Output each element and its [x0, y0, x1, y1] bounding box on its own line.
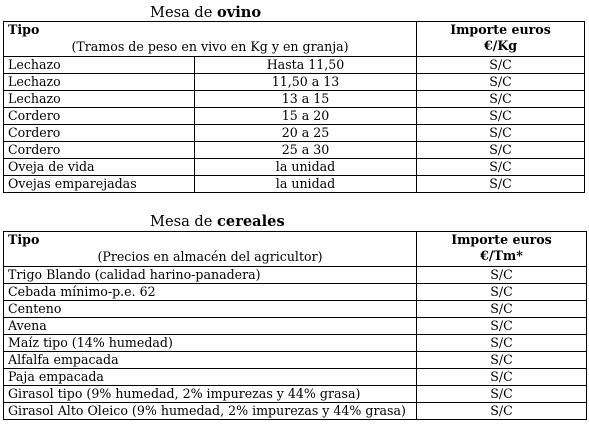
- cereales-price-table: [3, 231, 587, 420]
- ovino-tipo-cell: Cordero: [4, 125, 195, 142]
- ovino-importe-cell: S/C: [417, 176, 585, 193]
- cereales-importe-cell: S/C: [417, 301, 587, 318]
- ovino-importe-cell: S/C: [417, 142, 585, 159]
- ovino-tramo-cell: 25 a 30: [195, 142, 417, 159]
- ovino-header-tipo-cell: [4, 22, 417, 57]
- table-row: [4, 176, 585, 193]
- cereales-header-importe-cell: [417, 232, 587, 267]
- ovino-importe-cell: S/C: [417, 74, 585, 91]
- ovino-tipo-cell: Lechazo: [4, 74, 195, 91]
- table-row: [4, 125, 585, 142]
- ovino-title-prefix: Mesa de: [150, 4, 218, 21]
- cereales-importe-cell: S/C: [417, 352, 587, 369]
- table-row: [4, 91, 585, 108]
- ovino-tramo-cell: 20 a 25: [195, 125, 417, 142]
- ovino-tramo-cell: 15 a 20: [195, 108, 417, 125]
- ovino-table-title: [150, 4, 261, 22]
- ovino-importe-cell: S/C: [417, 125, 585, 142]
- cereales-tipo-cell: Alfalfa empacada: [4, 352, 417, 369]
- cereales-title-bold: cereales: [217, 213, 285, 230]
- ovino-importe-cell: S/C: [417, 159, 585, 176]
- cereales-importe-cell: S/C: [417, 335, 587, 352]
- ovino-header-tipo: Tipo: [8, 22, 40, 37]
- table-row: [4, 301, 587, 318]
- ovino-tipo-cell: Cordero: [4, 108, 195, 125]
- table-row: [4, 386, 587, 403]
- ovino-header-subtitle: (Tramos de peso en vivo en Kg y en granja): [71, 39, 349, 54]
- cereales-tipo-cell: Paja empacada: [4, 369, 417, 386]
- cereales-tipo-cell: Maíz tipo (14% humedad): [4, 335, 417, 352]
- ovino-tipo-cell: Oveja de vida: [4, 159, 195, 176]
- table-row: [4, 108, 585, 125]
- cereales-importe-cell: S/C: [417, 403, 587, 420]
- cereales-table-title: [150, 213, 285, 231]
- cereales-header-tipo: Tipo: [8, 232, 40, 247]
- ovino-tramo-cell: 11,50 a 13: [195, 74, 417, 91]
- cereales-tipo-cell: Girasol Alto Oleico (9% humedad, 2% impurezas y 44% grasa): [4, 403, 417, 420]
- cereales-tipo-cell: Cebada mínimo-p.e. 62: [4, 284, 417, 301]
- table-row: [4, 74, 585, 91]
- ovino-importe-cell: S/C: [417, 57, 585, 74]
- table-row: [4, 57, 585, 74]
- ovino-tipo-cell: Lechazo: [4, 91, 195, 108]
- cereales-header-importe-line1: Importe euros: [451, 232, 552, 247]
- table-row: [4, 267, 587, 284]
- cereales-tipo-cell: Trigo Blando (calidad harino-panadera): [4, 267, 417, 284]
- cereales-title-prefix: Mesa de: [150, 213, 218, 230]
- cereales-importe-cell: S/C: [417, 369, 587, 386]
- table-row: [4, 142, 585, 159]
- table-row: [4, 284, 587, 301]
- cereales-tipo-cell: Girasol tipo (9% humedad, 2% impurezas y 44% grasa): [4, 386, 417, 403]
- ovino-importe-cell: S/C: [417, 91, 585, 108]
- cereales-header-row: [4, 232, 587, 267]
- ovino-header-importe-line1: Importe euros: [450, 22, 551, 37]
- table-row: [4, 159, 585, 176]
- ovino-price-table: [3, 21, 585, 193]
- cereales-importe-cell: S/C: [417, 267, 587, 284]
- ovino-title-bold: ovino: [217, 4, 262, 21]
- ovino-tramo-cell: Hasta 11,50: [195, 57, 417, 74]
- ovino-header-importe-line2: €/Kg: [483, 38, 518, 53]
- cereales-header-importe-line2: €/Tm*: [480, 248, 523, 263]
- ovino-tipo-cell: Ovejas emparejadas: [4, 176, 195, 193]
- cereales-header-tipo-cell: [4, 232, 417, 267]
- ovino-tramo-cell: la unidad: [195, 159, 417, 176]
- ovino-tipo-cell: Lechazo: [4, 57, 195, 74]
- ovino-tipo-cell: Cordero: [4, 142, 195, 159]
- cereales-header-subtitle: (Precios en almacén del agricultor): [97, 249, 323, 264]
- ovino-header-row: [4, 22, 585, 57]
- table-row: [4, 369, 587, 386]
- ovino-tramo-cell: 13 a 15: [195, 91, 417, 108]
- cereales-importe-cell: S/C: [417, 318, 587, 335]
- table-row: [4, 318, 587, 335]
- cereales-tipo-cell: Centeno: [4, 301, 417, 318]
- table-row: [4, 335, 587, 352]
- ovino-importe-cell: S/C: [417, 108, 585, 125]
- cereales-tipo-cell: Avena: [4, 318, 417, 335]
- cereales-importe-cell: S/C: [417, 284, 587, 301]
- ovino-tramo-cell: la unidad: [195, 176, 417, 193]
- table-row: [4, 403, 587, 420]
- table-row: [4, 352, 587, 369]
- cereales-importe-cell: S/C: [417, 386, 587, 403]
- ovino-header-importe-cell: [417, 22, 585, 57]
